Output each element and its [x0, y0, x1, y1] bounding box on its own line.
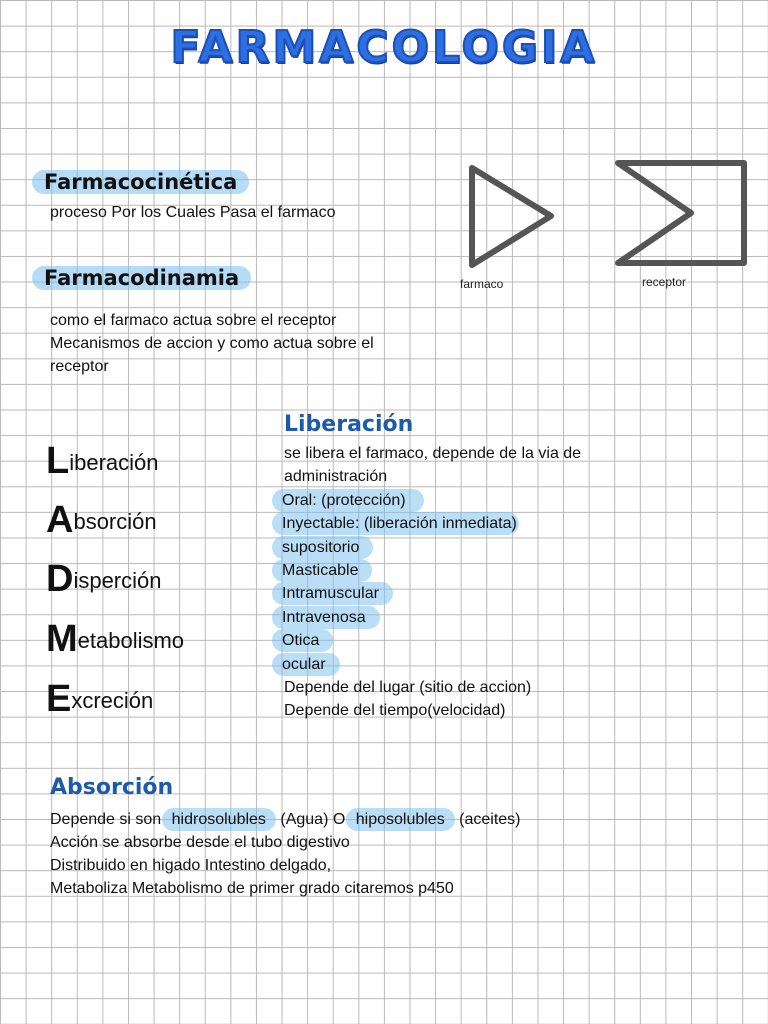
- highlight-hiposolubles: hiposolubles: [346, 808, 455, 831]
- ladme-rest: iberación: [69, 450, 159, 475]
- absorcion-text: [50, 808, 750, 900]
- liberacion-route: Masticable: [272, 559, 372, 582]
- liberacion-route-row: [284, 582, 754, 605]
- ladme-rest: xcreción: [71, 688, 154, 713]
- ladme-item-disperccion: [46, 558, 162, 601]
- absorcion-line: Acción se absorbe desde el tubo digestivo: [50, 834, 350, 851]
- liberacion-line: Depende del lugar (sitio de accion): [284, 678, 532, 696]
- absorcion-text-part: (aceites): [459, 811, 521, 828]
- liberacion-route-row: [284, 536, 754, 559]
- liberacion-route: Intramuscular: [272, 582, 393, 605]
- farmacodinamia-line: Mecanismos de accion y como actua sobre el: [50, 335, 374, 352]
- highlight-hidrosolubles: hidrosolubles: [162, 808, 276, 831]
- ladme-item-absorcion: [46, 499, 157, 542]
- farmacodinamia-heading: Farmacodinamia: [32, 266, 251, 290]
- liberacion-route: supositorio: [272, 536, 373, 559]
- farmacodinamia-line: receptor: [50, 358, 109, 375]
- farmacodinamia-line: como el farmaco actua sobre el receptor: [50, 312, 337, 329]
- liberacion-route-row: [284, 606, 754, 629]
- ladme-rest: etabolismo: [77, 628, 185, 653]
- ladme-initial: A: [46, 499, 74, 541]
- receptor-shape: [618, 163, 744, 263]
- farmacocinetica-text: proceso Por los Cuales Pasa el farmaco: [50, 204, 336, 221]
- liberacion-route-row: [284, 559, 754, 582]
- ladme-initial: E: [46, 678, 72, 720]
- liberacion-route-row: [284, 653, 754, 676]
- absorcion-line: [50, 808, 750, 831]
- liberacion-route: ocular: [272, 653, 340, 676]
- liberacion-list: [284, 442, 754, 723]
- ladme-item-excrecion: [46, 678, 153, 721]
- farmacodinamia-section: [32, 266, 251, 290]
- ladme-item-metabolismo: [46, 618, 184, 661]
- ladme-initial: L: [46, 440, 70, 482]
- drug-label: farmaco: [460, 277, 504, 291]
- absorcion-line: Metaboliza Metabolismo de primer grado citaremos p450: [50, 880, 454, 897]
- ladme-initial: M: [46, 618, 78, 660]
- liberacion-route: Otica: [272, 629, 333, 652]
- liberacion-route-row: [284, 512, 754, 535]
- farmacocinetica-section: [32, 170, 249, 194]
- liberacion-heading: Liberación: [284, 412, 414, 437]
- absorcion-line: Distribuido en higado Intestino delgado,: [50, 857, 332, 874]
- liberacion-route-row: [284, 489, 754, 512]
- liberacion-line: Depende del tiempo(velocidad): [284, 702, 506, 720]
- liberacion-line: se libera el farmaco, depende de la via de: [284, 445, 582, 462]
- ladme-rest: isperción: [73, 568, 162, 593]
- liberacion-route: Intravenosa: [272, 606, 380, 629]
- ladme-item-liberacion: [46, 440, 159, 483]
- liberacion-route: Inyectable: (liberación inmediata): [272, 512, 519, 535]
- farmacodinamia-text: [50, 309, 374, 378]
- receptor-label: receptor: [642, 275, 687, 289]
- liberacion-route-row: [284, 629, 754, 652]
- absorcion-heading: Absorción: [50, 775, 174, 800]
- drug-receptor-diagram: [455, 150, 755, 290]
- absorcion-text-part: (Agua) O: [280, 811, 346, 828]
- liberacion-route: Oral: (protección): [272, 489, 424, 512]
- ladme-initial: D: [46, 558, 74, 600]
- page-title: FARMACOLOGIA: [170, 22, 598, 73]
- ladme-rest: bsorción: [73, 509, 157, 534]
- liberacion-line: administración: [284, 468, 388, 486]
- farmacocinetica-heading: Farmacocinética: [32, 170, 249, 194]
- drug-triangle-shape: [472, 168, 551, 265]
- absorcion-text-part: Depende si son: [50, 811, 162, 828]
